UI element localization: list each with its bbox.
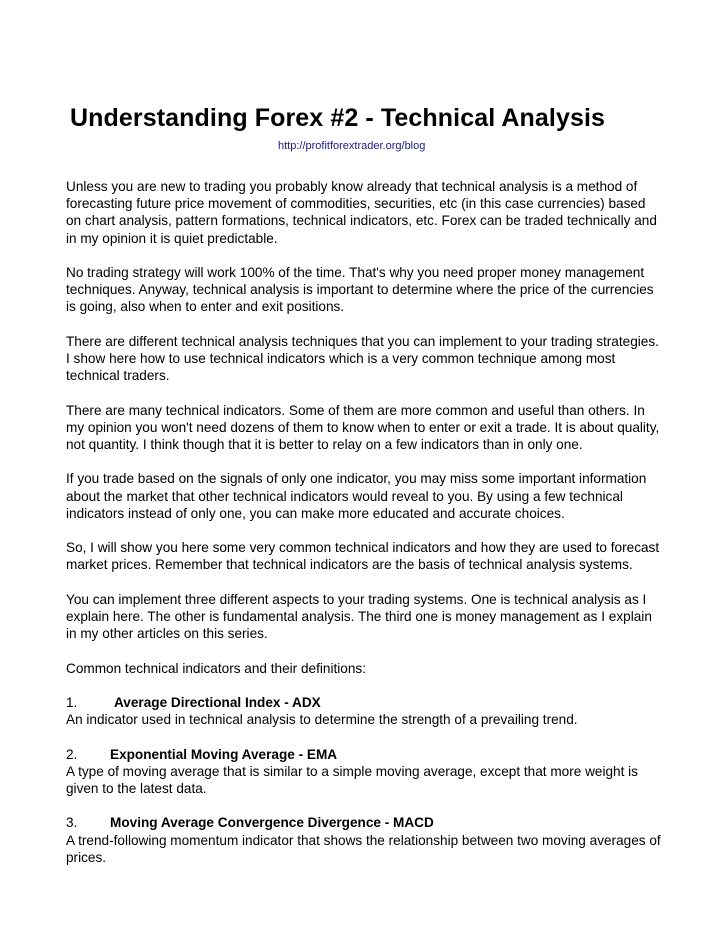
paragraph: There are many technical indicators. Some of them are more common and useful than others. In my opinion you won't need dozens of them to know when to enter or exit a trade. It is about quality, not quantity. I think though that it is better to relay on a few indicators than in only one. <box>66 402 660 452</box>
definition-number: 3. <box>66 815 78 831</box>
definition-heading <box>66 746 664 763</box>
definition-text: An indicator used in technical analysis to determine the strength of a prevailing trend. <box>66 712 578 728</box>
definition-name: Average Directional Index - ADX <box>114 694 321 710</box>
definition-heading <box>66 814 664 831</box>
definition-name: Moving Average Convergence Divergence - MACD <box>110 815 434 831</box>
paragraph: There are different technical analysis techniques that you can implement to your trading strategies. I show here how to use technical indicators which is a very common technique among most technical traders. <box>66 333 659 384</box>
paragraph: No trading strategy will work 100% of the time. That's why you need proper money management techniques. Anyway, technical analysis is important to determine where the price of the currencies is going, also when to enter and exit positions. <box>66 265 654 315</box>
source-url: http://profitforextrader.org/blog <box>278 140 426 152</box>
definition-number: 2. <box>66 746 78 762</box>
definition-item-ema <box>66 746 664 798</box>
definition-item-adx <box>66 694 664 728</box>
article-body <box>66 178 664 883</box>
paragraph: Unless you are new to trading you probably know already that technical analysis is a method of forecasting future price movement of commodities, securities, etc (in this case currencies) based on chart analysis, pattern formations, technical indicators, etc. Forex can be traded technically and in my opinion it is quiet predictable. <box>66 179 657 246</box>
paragraph: So, I will show you here some very common technical indicators and how they are used to forecast market prices. Remember that technical indicators are the basis of technical analysis systems. <box>66 540 660 573</box>
page-title: Understanding Forex #2 - Technical Analysis <box>70 104 606 132</box>
definition-name: Exponential Moving Average - EMA <box>110 746 338 762</box>
paragraph: You can implement three different aspects to your trading systems. One is technical analysis as I explain here. The other is fundamental analysis. The third one is money management as I explain in my other articles on this series. <box>66 591 652 642</box>
definition-item-macd <box>66 814 664 866</box>
definition-number: 1. <box>66 694 78 710</box>
definition-text: A type of moving average that is similar to a simple moving average, except that more weight is given to the latest data. <box>66 763 638 796</box>
definition-text: A trend-following momentum indicator that shows the relationship between two moving averages of prices. <box>66 832 661 865</box>
definition-heading <box>66 694 664 711</box>
paragraph: If you trade based on the signals of only one indicator, you may miss some important information about the market that other technical indicators would reveal to you. By using a few technical indicators instead of only one, you can make more educated and accurate choices. <box>66 471 647 521</box>
paragraph: Common technical indicators and their definitions: <box>66 660 366 676</box>
